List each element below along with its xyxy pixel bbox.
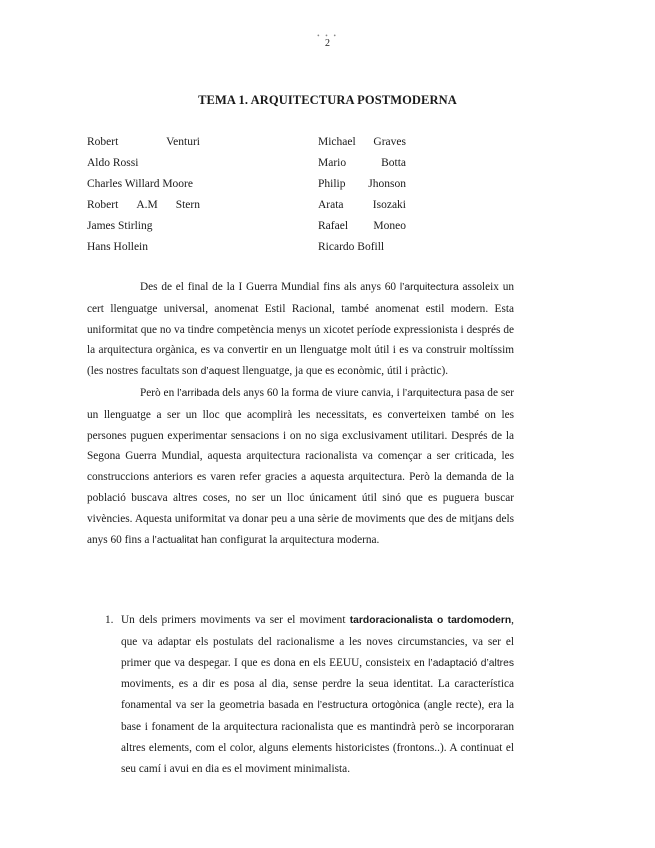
- text-run: han configurat la arquitectura moderna.: [198, 533, 380, 546]
- highlighted-word: d’aquest: [200, 366, 240, 378]
- highlighted-word: l’estructura ortogònica: [317, 700, 420, 712]
- list-item-body: [121, 610, 514, 779]
- architect-name-part: Hans Hollein: [87, 241, 149, 253]
- architect-name: [87, 176, 200, 197]
- text-run: (angle recte), era la base i fonament de la arquitectura racionalista que es mantindrà però se incorporaran altres elements, com el color, alguns elements historicistes (frontons..). A continuat el seu camí i avui en dia es el moviment minimalista.: [121, 699, 515, 775]
- highlighted-word: l’actualitat: [152, 534, 199, 546]
- body-text: [87, 277, 514, 551]
- paragraph-2: [87, 383, 514, 551]
- text-run: , que va adaptar els postulats del racionalisme a les noves circumstancies, va ser el primer que va despegar. I que es dona en els EEUU, consisteix en: [121, 614, 514, 669]
- text-run: Però en: [140, 386, 178, 399]
- list-item: [87, 610, 514, 779]
- architect-name: [87, 197, 200, 218]
- architect-name-part: Isozaki: [372, 199, 406, 211]
- text-run: assoleix un cert llenguatge universal, anomenat Estil Racional, també anomenat estil modern. Esta uniformitat que no va tindre competència menys un xicotet període expressionista i després de la arquitectura orgànica, es va convertir en un llenguatge molt útil i es va construir moltíssim (les nostres facultats son: [87, 281, 514, 378]
- architect-name-part: Charles Willard Moore: [87, 178, 193, 190]
- highlighted-word: l’arquitectura: [399, 282, 459, 293]
- header-dots: • • •: [317, 32, 338, 40]
- text-run: Un dels primers moviments va ser el moviment: [121, 614, 350, 626]
- architect-name-part: Robert: [87, 136, 119, 148]
- paragraph-1: [87, 277, 514, 383]
- architect-name-part: Stern: [175, 199, 200, 211]
- architect-name: [87, 155, 200, 176]
- bold-term: tardoracionalista o tardomodern: [349, 615, 512, 626]
- architect-name-part: Rafael: [318, 220, 349, 232]
- movements-list: [87, 610, 514, 779]
- architect-name: [87, 218, 200, 239]
- architect-name-part: Botta: [381, 157, 406, 169]
- page-title: TEMA 1. ARQUITECTURA POSTMODERNA: [198, 93, 457, 107]
- architect-name-part: A.M: [136, 199, 158, 211]
- architect-name-part: Mario: [318, 157, 347, 169]
- architect-name-part: Aldo Rossi: [87, 157, 139, 169]
- architect-name-part: Ricardo Bofill: [318, 241, 385, 253]
- page-number: 2: [325, 38, 330, 49]
- architect-name-part: Jhonson: [368, 178, 406, 190]
- text-run: llenguatge, ja que es econòmic, útil i pràctic).: [239, 365, 449, 378]
- highlighted-word: l’arquitectura: [402, 387, 462, 399]
- architect-name: [318, 134, 406, 155]
- list-item-number: 1.: [105, 614, 114, 626]
- highlighted-word: l’arribada: [177, 387, 220, 399]
- architect-name-part: Michael: [318, 136, 356, 148]
- architects-left-column: [87, 134, 200, 260]
- highlighted-word: l’adaptació d’altres: [428, 657, 514, 669]
- architect-name-part: James Stirling: [87, 220, 153, 232]
- architect-name: [87, 134, 200, 155]
- text-run: dels anys 60 la forma de viure canvia, i: [219, 386, 403, 399]
- architect-name-part: Moneo: [373, 220, 406, 232]
- architect-name: [318, 239, 406, 260]
- architect-name-part: Arata: [318, 199, 344, 211]
- architect-name-part: Graves: [373, 136, 406, 148]
- architect-name: [318, 176, 406, 197]
- architect-name-part: Robert: [87, 199, 119, 211]
- text-run: pasa de ser un llenguatge a ser un lloc que acomplirà les necessitats, es converteixen també on les persones puguen experimentar sensacions i on no siga exclusivament utilitari. Després de la Segona Guerra Mundial, aquesta arquitectura racionalista va començar a ser criticada, les construccions anteriors es varen refer gracies a aquesta arquitectura. Però la demanda de la població buscava altres coses, no ser un lloc únicament útil sinó que es puguera buscar vivències. Aquesta uniformitat va donar peu a una sèrie de moviments que des de mitjans dels anys 60 fins a: [87, 386, 514, 546]
- architects-right-column: [318, 134, 406, 260]
- text-run: moviments, es a dir es posa al dia, sense perdre la seua identitat. La característica fonamental va ser la geometria basada en: [121, 678, 514, 712]
- text-run: Des de el final de la I Guerra Mundial fins als anys 60: [140, 281, 400, 293]
- architect-name-part: Philip: [318, 178, 346, 190]
- architect-name: [318, 155, 406, 176]
- architect-name: [87, 239, 200, 260]
- architect-name: [318, 218, 406, 239]
- architect-name: [318, 197, 406, 218]
- architect-name-part: Venturi: [166, 136, 200, 148]
